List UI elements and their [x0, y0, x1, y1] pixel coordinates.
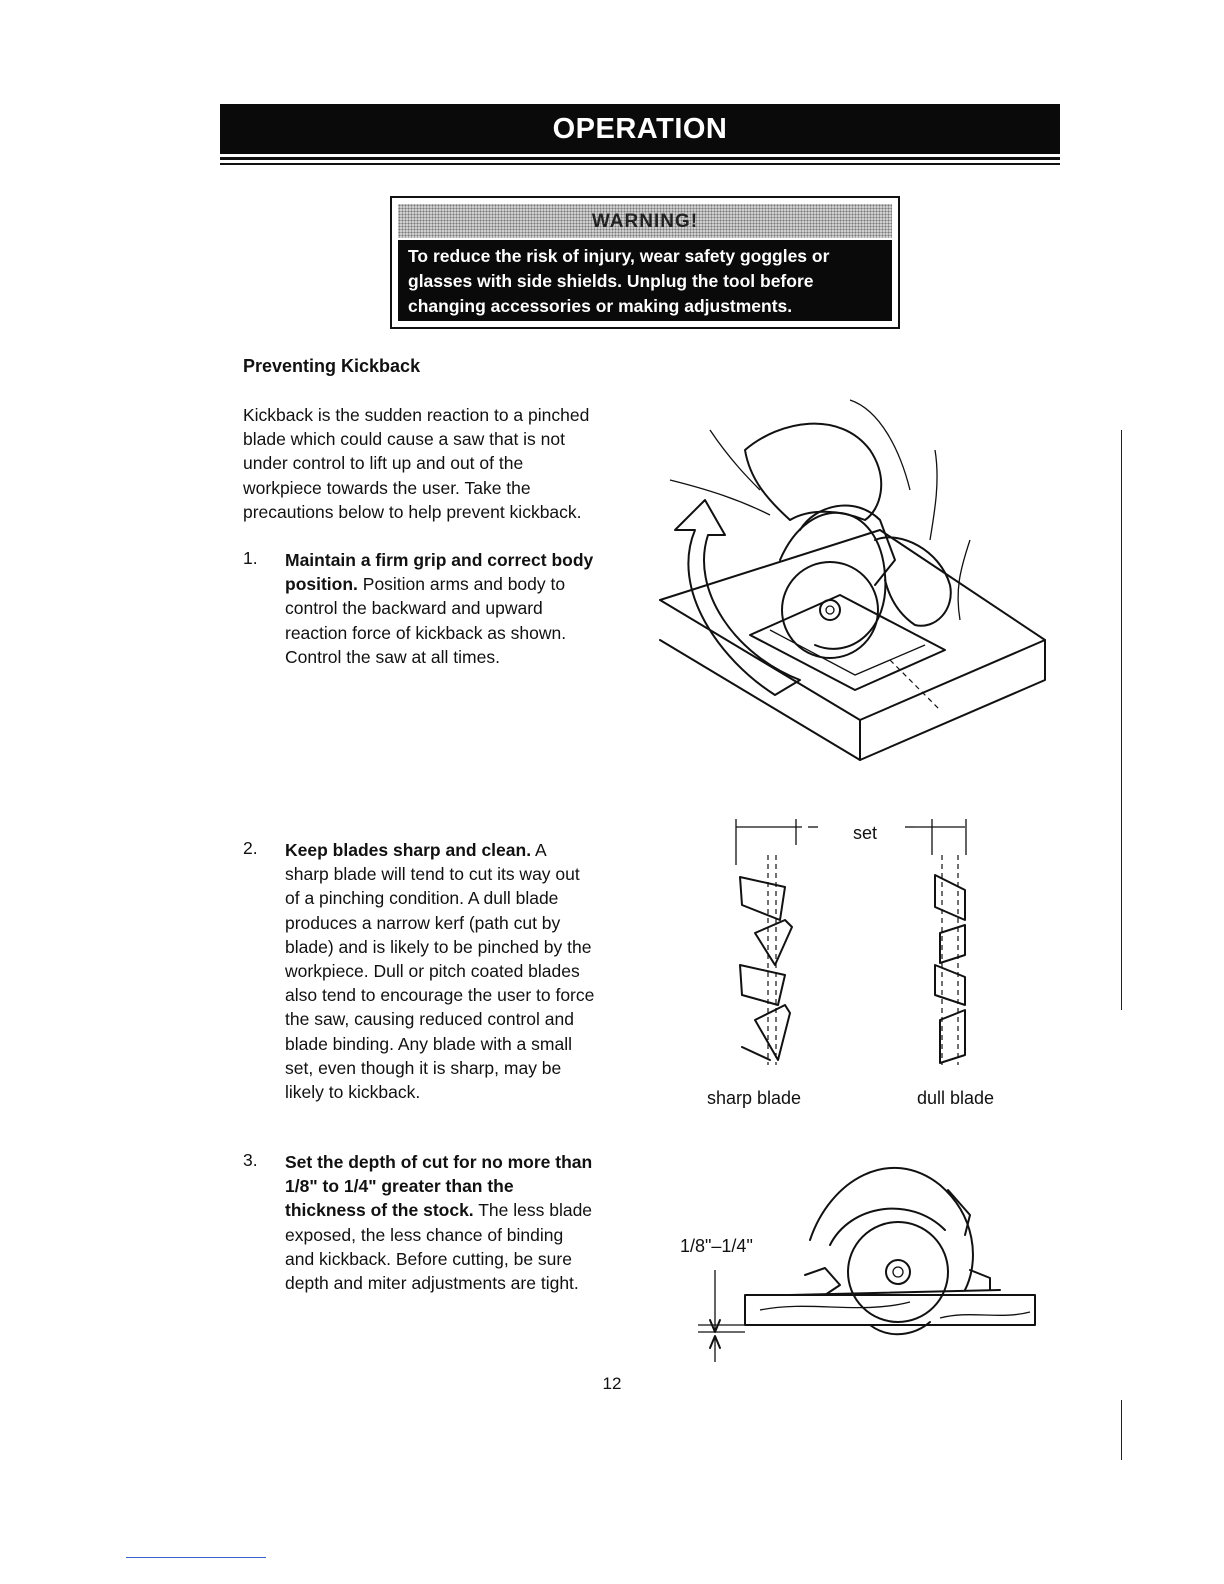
- sharp-blade-label: sharp blade: [707, 1088, 802, 1108]
- text-line: The less blade: [473, 1200, 593, 1221]
- item-heading-line: position.: [285, 574, 358, 595]
- warning-box: [390, 196, 900, 329]
- text-line: and kickback. Before cutting, be sure: [285, 1248, 572, 1269]
- text-line: produces a narrow kerf (path cut by: [285, 912, 561, 933]
- text-line: workpiece. Dull or pitch coated blades: [285, 961, 580, 982]
- text-line: blade which could cause a saw that is not: [243, 429, 565, 450]
- page-title: OPERATION: [552, 113, 728, 145]
- text-line: depth and miter adjustments are tight.: [285, 1273, 579, 1294]
- item-3-text: [285, 1150, 627, 1295]
- warning-line: glasses with side shields. Unplug the tool before: [408, 271, 814, 291]
- page-number: 12: [602, 1374, 622, 1393]
- header-rule: [220, 163, 1060, 165]
- item-number: 3.: [243, 1150, 258, 1170]
- text-line: likely to kickback.: [285, 1082, 421, 1103]
- set-label: set: [853, 823, 878, 843]
- warning-line: To reduce the risk of injury, wear safety goggles or: [408, 246, 830, 266]
- text-line: exposed, the less chance of binding: [285, 1224, 564, 1245]
- text-line: A: [531, 840, 547, 860]
- header-bar: [220, 104, 1060, 154]
- text-line: precautions below to help prevent kickback.: [243, 501, 582, 522]
- warning-text: [398, 240, 892, 321]
- item-1-text: [285, 548, 625, 669]
- text-line: the saw, causing reduced control and: [285, 1009, 574, 1030]
- item-number: 2.: [243, 838, 258, 858]
- text-line: reaction force of kickback as shown.: [285, 622, 567, 643]
- item-heading-line: Set the depth of cut for no more than: [285, 1152, 593, 1172]
- text-line: Position arms and body to: [357, 574, 566, 595]
- intro-paragraph: [243, 403, 625, 524]
- item-heading-line: Keep blades sharp and clean.: [285, 840, 532, 860]
- blade-comparison-diagram: [730, 815, 980, 1075]
- text-line: control the backward and upward: [285, 598, 543, 619]
- text-line: set, even though it is sharp, may be: [285, 1057, 562, 1078]
- text-line: under control to lift up and out of the: [243, 453, 524, 474]
- depth-of-cut-diagram: [690, 1150, 1050, 1365]
- text-line: Control the saw at all times.: [285, 646, 500, 667]
- footer-rule: [126, 1557, 266, 1558]
- item-heading-line: 1/8" to 1/4" greater than the: [285, 1176, 514, 1197]
- section-title: Preventing Kickback: [243, 356, 421, 376]
- text-line: blade binding. Any blade with a small: [285, 1033, 572, 1054]
- item-heading-line: Maintain a firm grip and correct body: [285, 550, 594, 570]
- text-line: blade) and is likely to be pinched by the: [285, 936, 592, 957]
- depth-label: 1/8"–1/4": [680, 1236, 753, 1256]
- header-rule: [220, 157, 1060, 160]
- text-line: sharp blade will tend to cut its way out: [285, 864, 580, 885]
- kickback-illustration: [650, 390, 1050, 770]
- text-line: Kickback is the sudden reaction to a pinched: [243, 405, 590, 425]
- margin-line: [1121, 430, 1122, 1010]
- item-heading-line: thickness of the stock.: [285, 1200, 474, 1221]
- warning-line: changing accessories or making adjustments.: [408, 296, 793, 316]
- item-2-text: [285, 838, 627, 1104]
- dull-blade-label: dull blade: [917, 1088, 995, 1108]
- item-number: 1.: [243, 548, 258, 568]
- margin-line: [1121, 1400, 1122, 1460]
- warning-heading: WARNING!: [398, 204, 892, 238]
- text-line: of a pinching condition. A dull blade: [285, 888, 559, 909]
- text-line: workpiece towards the user. Take the: [243, 477, 531, 498]
- text-line: also tend to encourage the user to force: [285, 985, 595, 1006]
